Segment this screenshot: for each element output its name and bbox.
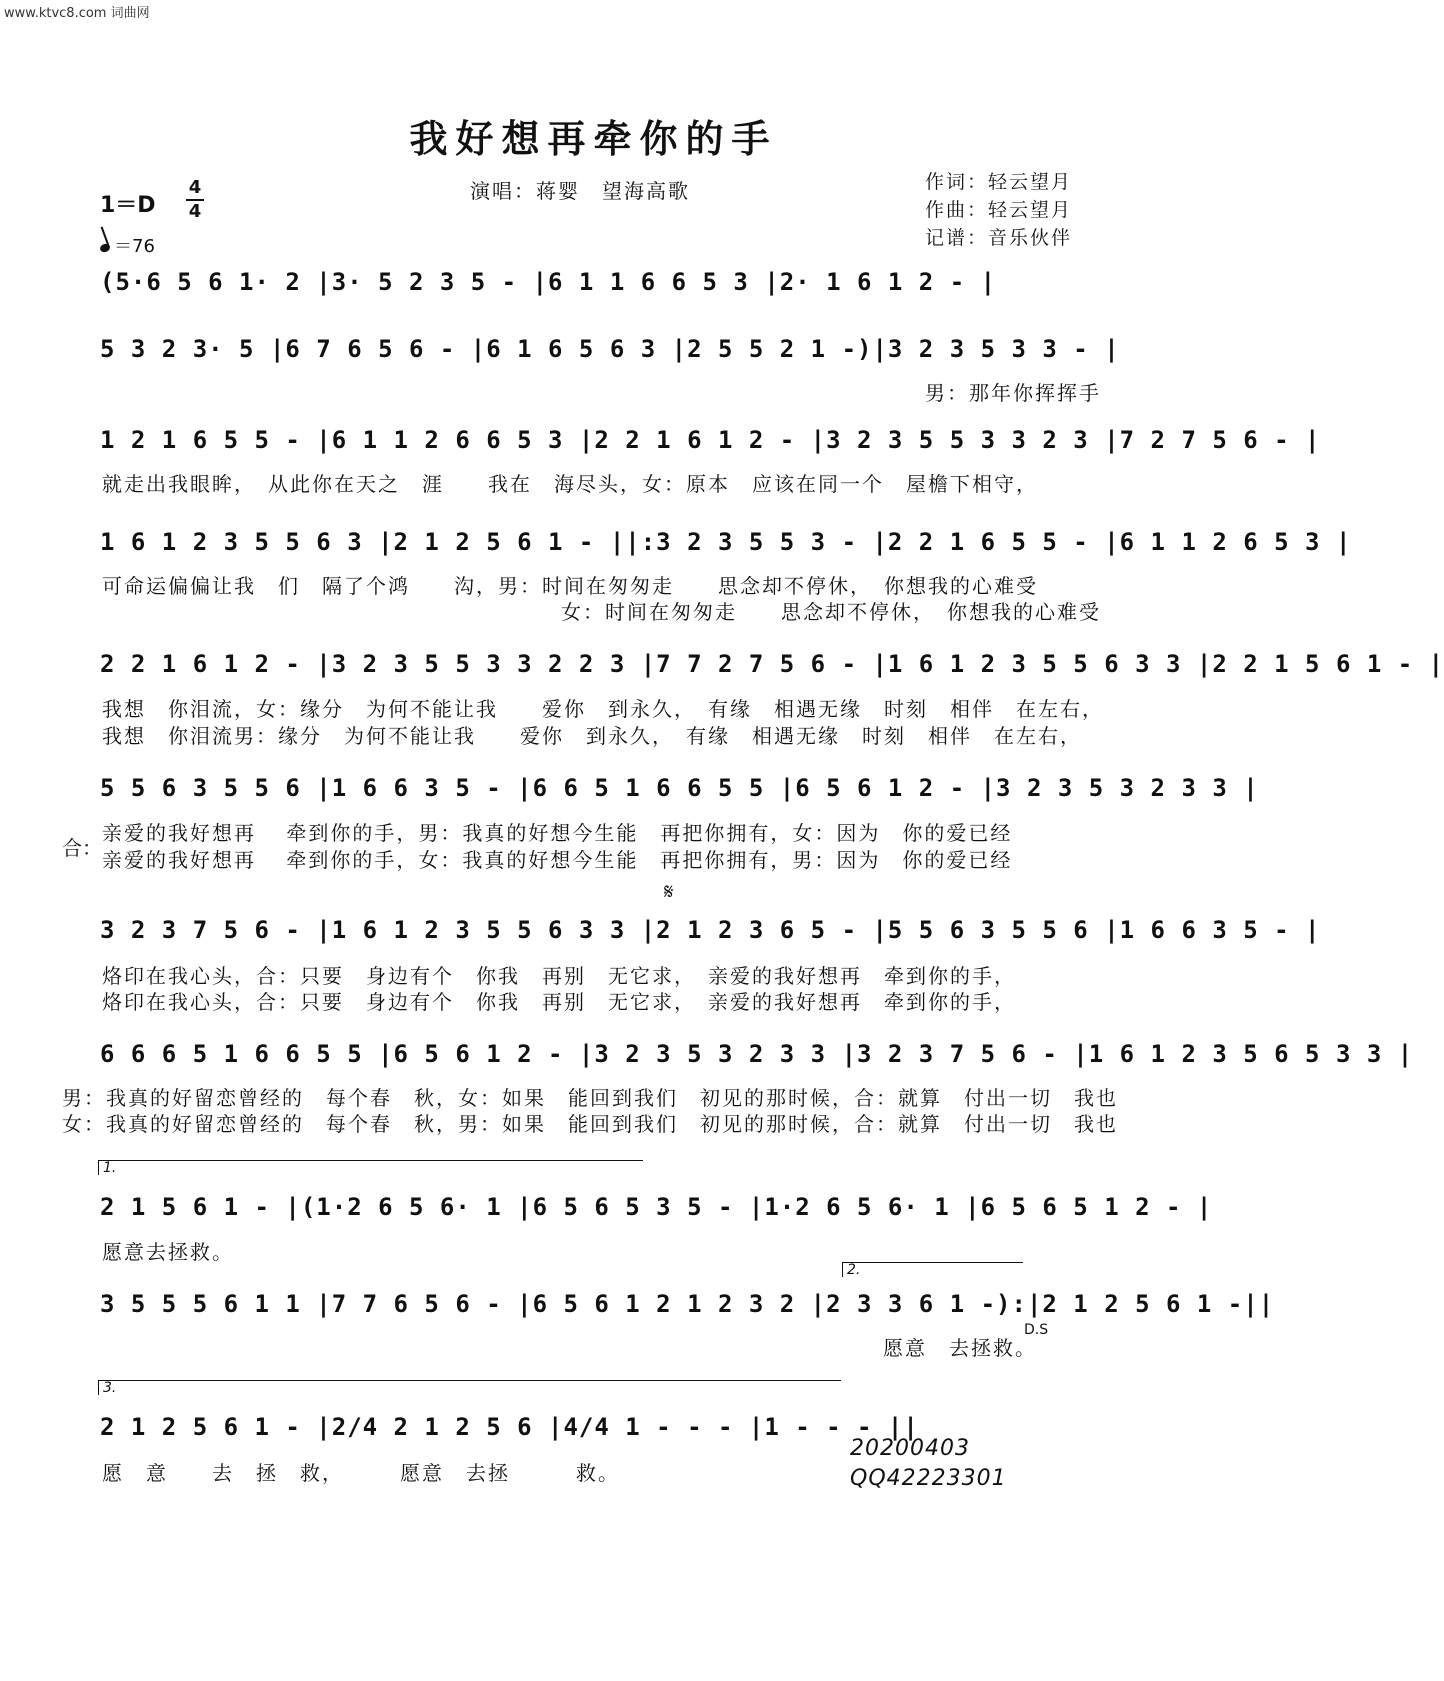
notation-row: 2 2 1 6 1 2 - |3 2 3 5 5 3 3 2 2 3 |7 7 2 7 5 6 - |1 6 1 2 3 5 5 6 3 3 |2 2 1 5 6 1 - | [100,650,1444,678]
lyric-line: 烙印在我心头，合：只要 身边有个 你我 再别 无它求， 亲爱的我好想再 牵到你的手， [102,964,1016,988]
lyric-line: 我想 你泪流，女：缘分 为何不能让我 爱你 到永久， 有缘 相遇无缘 时刻 相伴 在左右， [102,697,1104,721]
site-watermark: www.ktvc8.com 词曲网 [4,6,150,21]
composer-credit: 作曲：轻云望月 [925,199,1073,221]
segno-mark: 𝄋 [664,880,674,905]
dal-segno-mark: D.S [1024,1322,1049,1338]
lyric-line: 烙印在我心头，合：只要 身边有个 你我 再别 无它求， 亲爱的我好想再 牵到你的手， [102,990,1016,1014]
tempo-mark [100,232,155,258]
author-credits [925,168,1072,252]
key-signature: 1＝D [100,193,156,218]
lyric-line: 我想 你泪流男：缘分 为何不能让我 爱你 到永久， 有缘 相遇无缘 时刻 相伴 在左右， [102,724,1082,748]
lyric-line: 亲爱的我好想再 牵到你的手，女：我真的好想今生能 再把你拥有，男：因为 你的爱已经 [102,848,1013,872]
lyric-line: 愿 意 去 拯 救， 愿意 去拯 救。 [102,1461,620,1485]
volta-bracket-2: 2. [842,1262,1023,1277]
lyric-line: 男：那年你挥挥手 [925,381,1101,405]
lyric-line: 愿意去拯救。 [102,1240,234,1264]
volta-bracket-3: 3. [98,1380,841,1395]
lyric-line: 可命运偏偏让我 们 隔了个鸿 沟，男：时间在匆匆走 思念却不停休， 你想我的心难受 [102,574,1038,598]
time-top: 4 [188,177,202,198]
notation-row: 2 1 5 6 1 - |(1·2 6 5 6· 1 |6 5 6 5 3 5 - |1·2 6 5 6· 1 |6 5 6 5 1 2 - | [100,1193,1213,1221]
singer-credit: 演唱：蒋婴 望海高歌 [470,179,690,203]
lyricist-credit: 作词：轻云望月 [925,171,1073,193]
time-signature [186,178,204,222]
page-title: 我好想再牵你的手 [409,116,778,161]
lyric-line: 就走出我眼眸， 从此你在天之 涯 我在 海尽头，女：原本 应该在同一个 屋檐下相守， [102,472,1038,496]
footer-date: 20200403 [850,1436,970,1461]
notation-row: 5 3 2 3· 5 |6 7 6 5 6 - |6 1 6 5 6 3 |2 5 5 2 1 -)|3 2 3 5 3 3 - | [100,335,1120,363]
footer-qq: QQ42223301 [850,1466,1007,1491]
notation-row: 3 5 5 5 6 1 1 |7 7 6 5 6 - |6 5 6 1 2 1 2 3 2 |2 3 3 6 1 -):|2 1 2 5 6 1 -|| [100,1290,1275,1318]
notation-row: 1 2 1 6 5 5 - |6 1 1 2 6 6 5 3 |2 2 1 6 1 2 - |3 2 3 5 5 3 3 2 3 |7 2 7 5 6 - | [100,426,1321,454]
quarter-note-icon [99,243,111,254]
lyric-line: 女：我真的好留恋曾经的 每个春 秋，男：如果 能回到我们 初见的那时候，合：就算 付出一切 我也 [62,1112,1118,1136]
notation-row: 1 6 1 2 3 5 5 6 3 |2 1 2 5 6 1 - ||:3 2 3 5 5 3 - |2 2 1 6 5 5 - |6 1 1 2 6 5 3 | [100,528,1352,556]
volta-bracket-1: 1. [98,1160,643,1175]
time-bottom: 4 [188,201,202,222]
notation-row: 6 6 6 5 1 6 6 5 5 |6 5 6 1 2 - |3 2 3 5 3 2 3 3 |3 2 3 7 5 6 - |1 6 1 2 3 5 6 5 3 3 | [100,1040,1414,1068]
lyric-line: 亲爱的我好想再 牵到你的手，男：我真的好想今生能 再把你拥有，女：因为 你的爱已经 [102,821,1013,845]
transcriber-credit: 记谱：音乐伙伴 [925,227,1073,249]
notation-row: 3 2 3 7 5 6 - |1 6 1 2 3 5 5 6 3 3 |2 1 2 3 6 5 - |5 5 6 3 5 5 6 |1 6 6 3 5 - | [100,916,1321,944]
notation-row: 5 5 6 3 5 5 6 |1 6 6 3 5 - |6 6 5 1 6 6 5 5 |6 5 6 1 2 - |3 2 3 5 3 2 3 3 | [100,774,1259,802]
chorus-mark: 合： [62,836,102,860]
lyric-line: 愿意 去拯救。 [883,1336,1037,1360]
notation-row: 2 1 2 5 6 1 - |2/4 2 1 2 5 6 |4/4 1 - - - |1 - - - || [100,1413,919,1441]
lyric-line: 男：我真的好留恋曾经的 每个春 秋，女：如果 能回到我们 初见的那时候，合：就算 付出一切 我也 [62,1086,1118,1110]
tempo-value: ＝76 [114,236,155,257]
notation-row: (5·6 5 6 1· 2 |3· 5 2 3 5 - |6 1 1 6 6 5 3 |2· 1 6 1 2 - | [100,268,997,296]
lyric-line: 女：时间在匆匆走 思念却不停休， 你想我的心难受 [561,600,1101,624]
